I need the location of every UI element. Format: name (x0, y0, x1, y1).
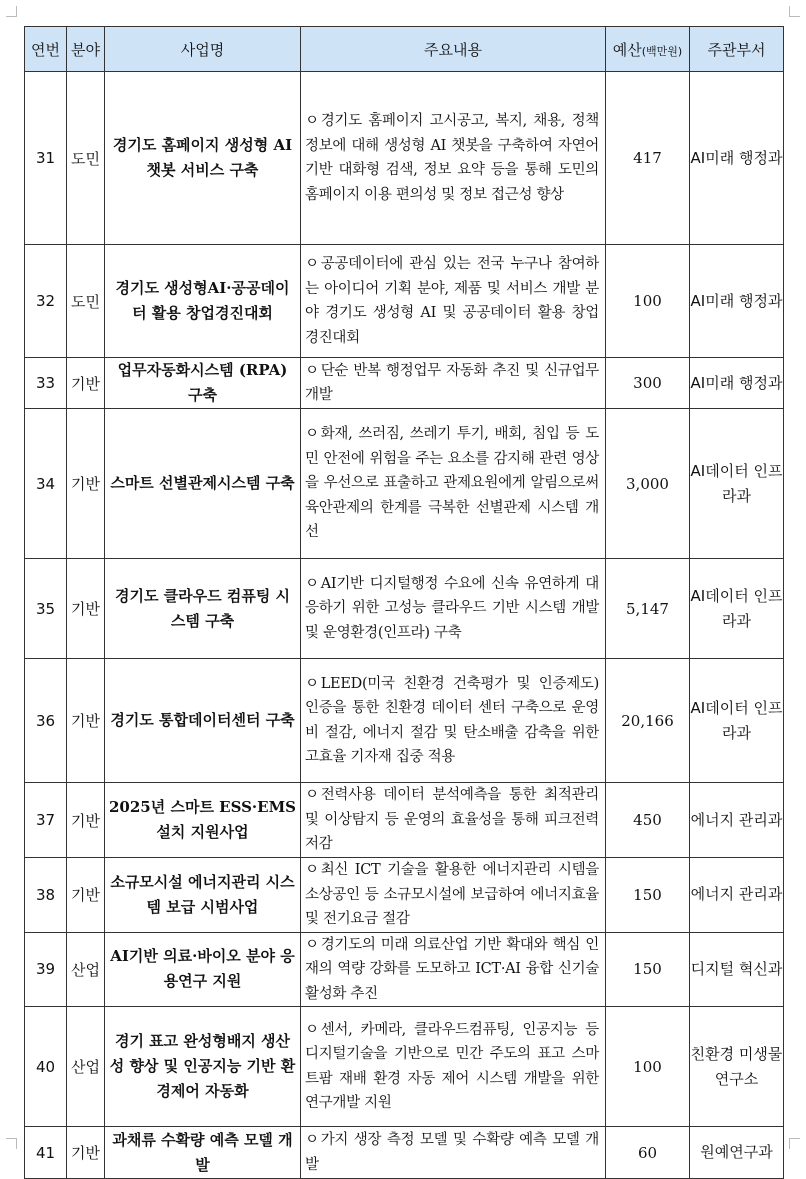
row-department: AI데이터 인프라과 (690, 559, 784, 659)
table-row (25, 1007, 784, 1127)
row-department: 에너지 관리과 (690, 858, 784, 933)
bullet-mark: ㅇ (305, 426, 319, 443)
row-project-name: 업무자동화시스템 (RPA) 구축 (105, 358, 301, 409)
row-content (301, 932, 606, 1007)
table-header-row (25, 27, 784, 72)
row-field: 기반 (67, 858, 105, 933)
row-number: 37 (25, 783, 67, 858)
row-budget: 300 (606, 358, 690, 409)
row-content-text: LEED(미국 친환경 건축평가 및 인증제도) 인증을 통한 친환경 데이터 센터 구축으로 운영비 절감, 에너지 절감 및 탄소배출 감축을 위한 고효율 기자재 집중 적용 (305, 675, 599, 765)
row-field: 산업 (67, 1007, 105, 1127)
row-budget: 417 (606, 72, 690, 245)
row-department: 에너지 관리과 (690, 783, 784, 858)
row-field: 기반 (67, 409, 105, 559)
row-field: 산업 (67, 932, 105, 1007)
row-content-text: 화재, 쓰러짐, 쓰레기 투기, 배회, 침입 등 도민 안전에 위험을 주는 요소를 감지해 관련 영상을 우선으로 표출하고 관제요원에게 알림으로써 육안관제의 한계를 극복한 선별관제 시스템 개선 (305, 426, 599, 541)
header-name: 사업명 (105, 27, 301, 72)
row-field: 도민 (67, 245, 105, 358)
row-number: 31 (25, 72, 67, 245)
row-number: 35 (25, 559, 67, 659)
row-project-name: 과채류 수확량 예측 모델 개발 (105, 1127, 301, 1179)
row-field: 기반 (67, 358, 105, 409)
row-content-text: 단순 반복 행정업무 자동화 추진 및 신규업무 개발 (305, 362, 599, 403)
table-row (25, 783, 784, 858)
bullet-mark: ㅇ (305, 936, 319, 953)
row-project-name: 경기도 클라우드 컴퓨팅 시스템 구축 (105, 559, 301, 659)
row-department: AI미래 행정과 (690, 245, 784, 358)
row-project-name: 경기도 생성형AI·공공데이터 활용 창업경진대회 (105, 245, 301, 358)
table-row (25, 72, 784, 245)
table-row (25, 559, 784, 659)
header-budget-unit: (백만원) (641, 44, 683, 58)
row-budget: 5,147 (606, 559, 690, 659)
row-number: 32 (25, 245, 67, 358)
row-project-name: 스마트 선별관제시스템 구축 (105, 409, 301, 559)
table-row (25, 858, 784, 933)
header-content: 주요내용 (301, 27, 606, 72)
table-row (25, 409, 784, 559)
row-content-text: 경기도의 미래 의료산업 기반 확대와 핵심 인재의 역량 강화를 도모하고 ICT·AI 융합 신기술 활성화 추진 (305, 936, 599, 1002)
row-budget: 150 (606, 932, 690, 1007)
table-row (25, 358, 784, 409)
project-table (24, 26, 784, 1179)
header-no: 연번 (25, 27, 67, 72)
row-budget: 20,166 (606, 659, 690, 783)
bullet-mark: ㅇ (305, 862, 319, 878)
row-content (301, 1127, 606, 1179)
row-project-name: 경기 표고 완성형배지 생산성 향상 및 인공지능 기반 환경제어 자동화 (105, 1007, 301, 1127)
header-budget (606, 27, 690, 72)
row-budget: 150 (606, 858, 690, 933)
row-number: 41 (25, 1127, 67, 1179)
row-number: 38 (25, 858, 67, 933)
bullet-mark: ㅇ (305, 362, 319, 379)
row-project-name: 2025년 스마트 ESS·EMS 설치 지원사업 (105, 783, 301, 858)
page-corner-mark (6, 6, 17, 17)
bullet-mark: ㅇ (305, 113, 319, 129)
row-field: 기반 (67, 559, 105, 659)
row-number: 34 (25, 409, 67, 559)
row-number: 39 (25, 932, 67, 1007)
row-department: AI미래 행정과 (690, 358, 784, 409)
bullet-mark: ㅇ (305, 1132, 319, 1148)
row-content (301, 409, 606, 559)
row-budget: 60 (606, 1127, 690, 1179)
row-number: 33 (25, 358, 67, 409)
row-content-text: 전력사용 데이터 분석예측을 통한 최적관리 및 이상탐지 등 운영의 효율성을 통해 피크전력 저감 (305, 787, 599, 853)
row-budget: 3,000 (606, 409, 690, 559)
page-corner-mark (789, 1138, 800, 1149)
row-content-text: 가지 생장 측정 모델 및 수확량 예측 모델 개발 (305, 1132, 599, 1173)
table-row (25, 659, 784, 783)
row-content (301, 783, 606, 858)
row-field: 기반 (67, 659, 105, 783)
row-department: 원예연구과 (690, 1127, 784, 1179)
table-row (25, 1127, 784, 1179)
row-field: 기반 (67, 1127, 105, 1179)
row-department: 친환경 미생물 연구소 (690, 1007, 784, 1127)
bullet-mark: ㅇ (305, 256, 319, 272)
bullet-mark: ㅇ (305, 675, 319, 692)
bullet-mark: ㅇ (305, 575, 319, 592)
row-content-text: 경기도 홈페이지 고시공고, 복지, 채용, 정책정보에 대해 생성형 AI 챗봇을 구축하여 자연어 기반 대화형 검색, 정보 요약 등을 통해 도민의 홈페이지 이용 편의성 및 정보 접근성 향상 (305, 113, 599, 203)
row-content (301, 245, 606, 358)
row-number: 36 (25, 659, 67, 783)
row-content (301, 559, 606, 659)
row-content (301, 358, 606, 409)
row-department: AI데이터 인프라과 (690, 659, 784, 783)
table-row (25, 245, 784, 358)
row-content-text: 센서, 카메라, 클라우드컴퓨팅, 인공지능 등 디지털기술을 기반으로 민간 주도의 표고 스마트팜 재배 환경 자동 제어 시스템 개발을 위한 연구개발 지원 (305, 1021, 599, 1111)
header-budget-label: 예산 (612, 40, 642, 59)
row-content-text: 최신 ICT 기술을 활용한 에너지관리 시템을 소상공인 등 소규모시설에 보급하여 에너지효율 및 전기요금 절감 (305, 862, 599, 927)
row-department: AI데이터 인프라과 (690, 409, 784, 559)
row-project-name: AI기반 의료·바이오 분야 응용연구 지원 (105, 932, 301, 1007)
row-number: 40 (25, 1007, 67, 1127)
row-budget: 450 (606, 783, 690, 858)
row-project-name: 경기도 홈페이지 생성형 AI 챗봇 서비스 구축 (105, 72, 301, 245)
row-budget: 100 (606, 1007, 690, 1127)
page-corner-mark (789, 6, 800, 17)
row-project-name: 경기도 통합데이터센터 구축 (105, 659, 301, 783)
bullet-mark: ㅇ (305, 1021, 319, 1038)
header-field: 분야 (67, 27, 105, 72)
row-content-text: 공공데이터에 관심 있는 전국 누구나 참여하는 아이디어 기획 분야, 제품 및 서비스 개발 분야 경기도 생성형 AI 및 공공데이터 활용 창업 경진대회 (305, 256, 599, 346)
page-corner-mark (6, 1138, 17, 1149)
row-content (301, 858, 606, 933)
row-department: 디지털 혁신과 (690, 932, 784, 1007)
row-content (301, 659, 606, 783)
row-field: 도민 (67, 72, 105, 245)
bullet-mark: ㅇ (305, 787, 319, 804)
table-row (25, 932, 784, 1007)
row-budget: 100 (606, 245, 690, 358)
row-content-text: AI기반 디지털행정 수요에 신속 유연하게 대응하기 위한 고성능 클라우드 기반 시스템 개발 및 운영환경(인프라) 구축 (305, 575, 599, 641)
row-project-name: 소규모시설 에너지관리 시스템 보급 시범사업 (105, 858, 301, 933)
row-content (301, 72, 606, 245)
row-field: 기반 (67, 783, 105, 858)
row-content (301, 1007, 606, 1127)
header-dept: 주관부서 (690, 27, 784, 72)
row-department: AI미래 행정과 (690, 72, 784, 245)
